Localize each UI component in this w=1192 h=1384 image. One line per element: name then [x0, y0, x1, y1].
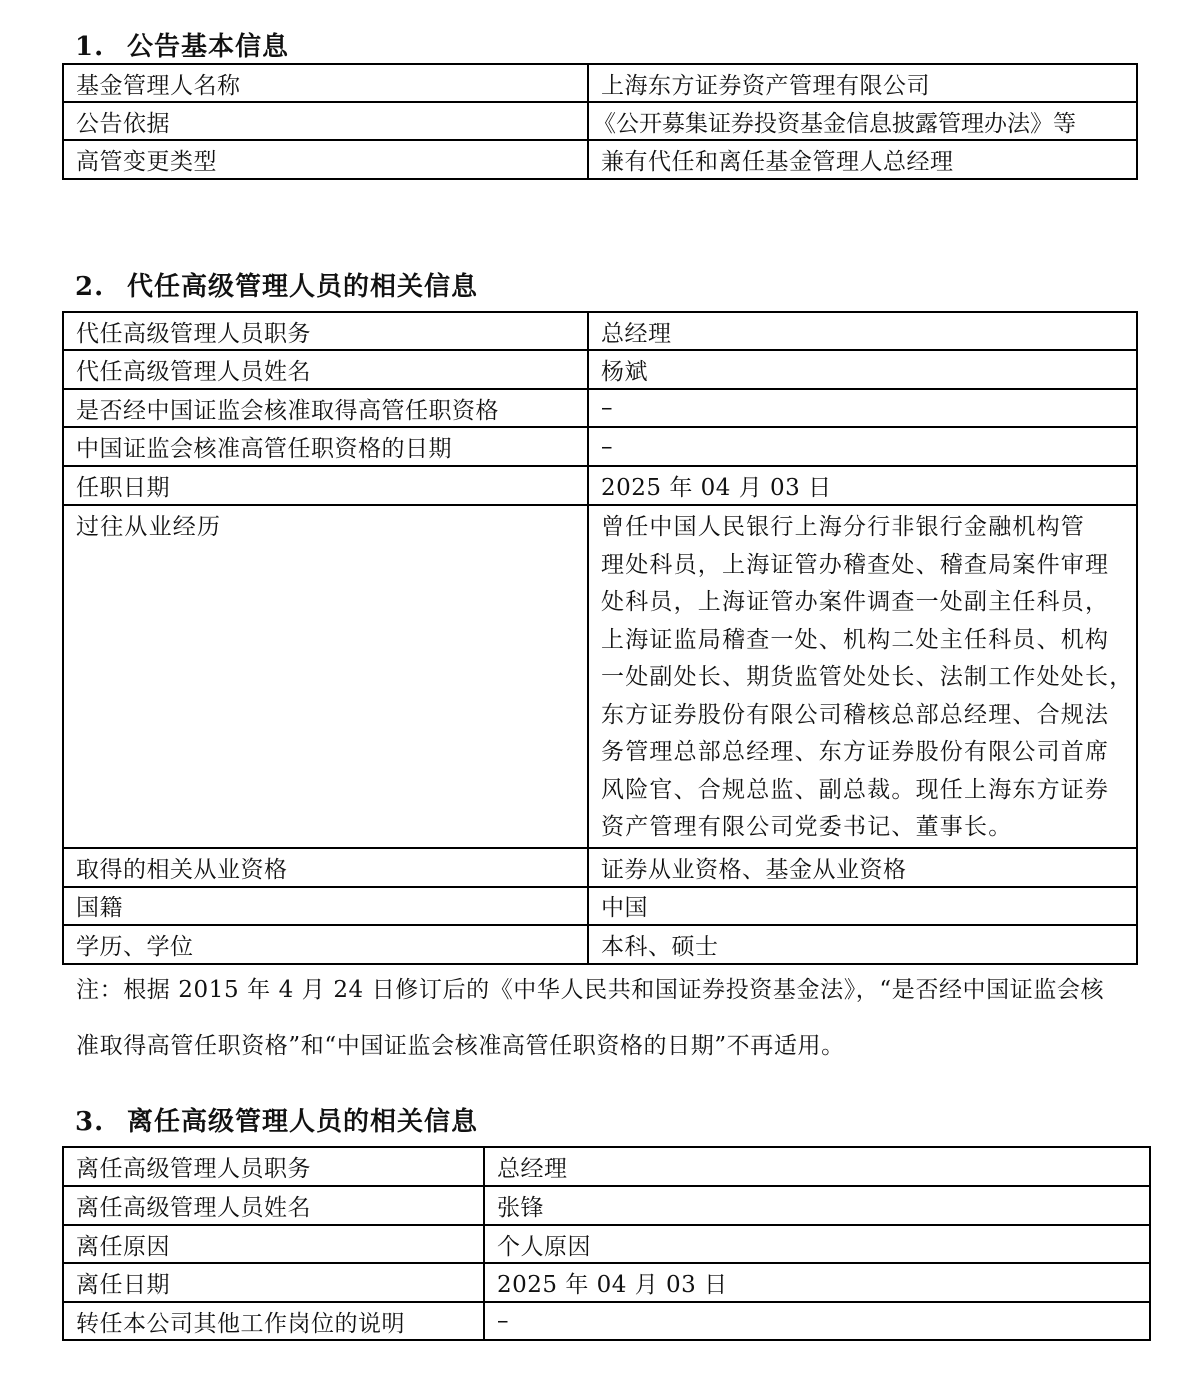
row-value: –	[484, 1302, 1150, 1340]
row-label: 学历、学位	[63, 925, 588, 964]
row-value: 总经理	[588, 312, 1137, 350]
table-row	[63, 1186, 1150, 1225]
experience-line: 风险官、合规总监、副总裁。现任上海东方证券	[601, 776, 1110, 803]
note-line-2: 准取得高管任职资格”和“中国证监会核准高管任职资格的日期”不再适用。	[76, 1033, 845, 1059]
table-row	[63, 848, 1137, 887]
row-value: 证券从业资格、基金从业资格	[588, 848, 1137, 887]
section-number: 1.	[75, 32, 105, 62]
row-value: 2025 年 04 月 03 日	[484, 1263, 1150, 1302]
experience-line: 资产管理有限公司党委书记、董事长。	[601, 814, 1013, 840]
table-row	[63, 312, 1137, 350]
row-value: 上海东方证券资产管理有限公司	[588, 64, 1137, 102]
row-label: 基金管理人名称	[63, 64, 588, 102]
row-label: 转任本公司其他工作岗位的说明	[63, 1302, 484, 1340]
row-label: 代任高级管理人员姓名	[63, 350, 588, 389]
table-row	[63, 1147, 1150, 1186]
row-label: 国籍	[63, 887, 588, 925]
table-row	[63, 1225, 1150, 1263]
table-row	[63, 350, 1137, 389]
row-value: 总经理	[484, 1147, 1150, 1186]
acting-manager-table	[62, 311, 1138, 965]
row-label: 任职日期	[63, 466, 588, 505]
table-row-experience	[63, 505, 1137, 848]
row-label: 高管变更类型	[63, 140, 588, 179]
row-label: 离任高级管理人员姓名	[63, 1186, 484, 1225]
table-row	[63, 466, 1137, 505]
row-label: 离任原因	[63, 1225, 484, 1263]
row-value: 个人原因	[484, 1225, 1150, 1263]
row-label	[63, 505, 588, 848]
row-value: 兼有代任和离任基金管理人总经理	[588, 140, 1137, 179]
table-row	[63, 389, 1137, 427]
experience-label: 过往从业经历	[76, 514, 222, 540]
row-value: 杨斌	[588, 350, 1137, 389]
row-value: –	[588, 389, 1137, 427]
row-label: 公告依据	[63, 102, 588, 140]
note-line-1: 注：根据 2015 年 4 月 24 日修订后的《中华人民共和国证券投资基金法》，“是否经中国证监会核	[76, 977, 1105, 1003]
experience-line: 曾任中国人民银行上海分行非银行金融机构管	[601, 514, 1085, 540]
row-value: 2025 年 04 月 03 日	[588, 466, 1137, 505]
row-label: 离任高级管理人员职务	[63, 1147, 484, 1186]
experience-line: 一处副处长、期货监管处处长、法制工作处处长，	[601, 664, 1134, 690]
table-row	[63, 887, 1137, 925]
row-label: 代任高级管理人员职务	[63, 312, 588, 350]
section-number: 3.	[75, 1107, 105, 1137]
section-title: 代任高级管理人员的相关信息	[127, 272, 479, 302]
experience-line: 务管理总部总经理、东方证券股份有限公司首席	[601, 739, 1110, 765]
row-label: 取得的相关从业资格	[63, 848, 588, 887]
row-value: 《公开募集证券投资基金信息披露管理办法》等	[588, 102, 1137, 140]
table-row	[63, 1263, 1150, 1302]
section-3-heading	[75, 1101, 478, 1138]
table-row	[63, 64, 1137, 102]
row-value: 本科、硕士	[588, 925, 1137, 964]
row-value: 中国	[588, 887, 1137, 925]
section-title: 离任高级管理人员的相关信息	[127, 1107, 479, 1137]
section-number: 2.	[75, 272, 105, 302]
experience-line: 上海证监局稽查一处、机构二处主任科员、机构	[601, 626, 1110, 653]
section-2-heading	[75, 266, 478, 303]
basic-info-table	[62, 63, 1138, 180]
experience-line: 东方证券股份有限公司稽核总部总经理、合规法	[601, 701, 1110, 728]
table-row	[63, 427, 1137, 466]
section-title: 公告基本信息	[127, 32, 290, 62]
row-value: 张锋	[484, 1186, 1150, 1225]
table-row	[63, 925, 1137, 964]
departing-manager-table	[62, 1146, 1151, 1341]
experience-line: 理处科员，上海证管办稽查处、稽查局案件审理	[601, 551, 1110, 578]
experience-text	[588, 505, 1137, 848]
table-row	[63, 140, 1137, 179]
experience-line: 处科员，上海证管办案件调查一处副主任科员，	[601, 589, 1110, 615]
section-1-heading	[75, 26, 289, 63]
row-value: –	[588, 427, 1137, 466]
row-label: 中国证监会核准高管任职资格的日期	[63, 427, 588, 466]
row-label: 离任日期	[63, 1263, 484, 1302]
table-row	[63, 1302, 1150, 1340]
table-row	[63, 102, 1137, 140]
row-label: 是否经中国证监会核准取得高管任职资格	[63, 389, 588, 427]
